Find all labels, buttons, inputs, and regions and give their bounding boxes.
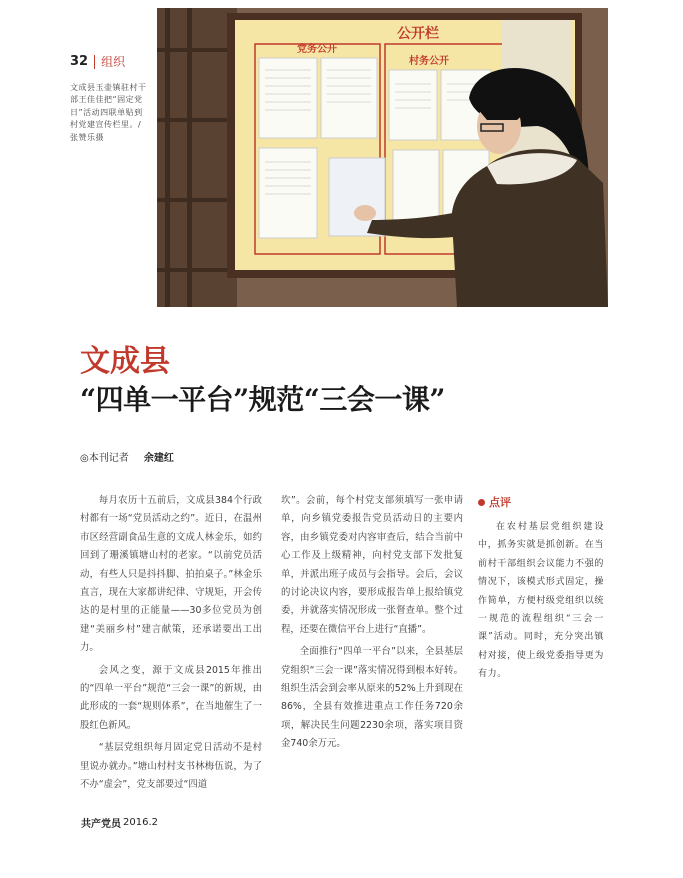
issue-number: 2016.2 — [123, 817, 158, 828]
paragraph: 坎”。会前，每个村党支部须填写一张申请单，向乡镇党委报告党员活动日的主要内容，由乡镇党委对内容审查后，结合当前中心工作及上级精神，向村党支部下发批复单，并派出班子成员与会指导。会后，会议的讨论决议内容，要形成报告单上报给镇党委，并就落实情况形成一张督查单。整个过程，还要在微信平台上进行“直播”。 — [281, 495, 463, 635]
photo-illustration — [157, 8, 608, 307]
section-label: 组织 — [101, 55, 126, 69]
article-photo — [157, 8, 608, 307]
article-title-main: 文成县 — [80, 344, 170, 379]
byline — [80, 449, 174, 464]
paragraph: 每月农历十五前后，文成县384个行政村都有一场“党员活动之约”。近日，在温州市区经营副食品生意的文成人林金乐，如约回到了珊溪镇塘山村的老家。“以前党员活动，有些人只是抖抖脚、拍拍桌子。”林金乐直言，现在大家都讲纪律、守规矩，开会传达的是村里的正能量——30多位党员为创建“美丽乡村”建言献策，还承诺要出工出力。 — [80, 495, 262, 654]
article-column-1 — [80, 492, 262, 799]
sign-main-label: 公开栏 — [397, 26, 439, 42]
byline-prefix: ◎本刊记者 — [80, 453, 129, 464]
commentary-heading-text: 点评 — [489, 496, 511, 509]
paragraph: 会风之变，源于文成县2015年推出的“四单一平台”规范“三会一课”的新规，由此形成的一套“规则体系”，在当地催生了一股红色新风。 — [80, 664, 262, 731]
magazine-logo: 共产党员 — [81, 819, 121, 830]
commentary-box — [478, 494, 604, 684]
commentary-heading — [478, 494, 604, 510]
author-name: 余建红 — [143, 453, 174, 464]
page-number-block — [70, 53, 125, 70]
article-column-2 — [281, 492, 463, 758]
bullet-dot-icon — [478, 499, 485, 506]
divider — [94, 55, 95, 69]
sign-left-label: 党务公开 — [297, 44, 337, 55]
paragraph: “基层党组织每月固定党日活动不是村里说办就办。”塘山村村支书林梅伍说，为了不办“虚会”，党支部要过“四道 — [80, 742, 262, 791]
footer — [81, 815, 158, 830]
commentary-text: 在农村基层党组织建设中，抓务实就是抓创新。在当前村干部组织会议能力不强的情况下，该模式形式固定，操作简单，方便村级党组织以统一规范的流程组织“三会一课”活动。同时，充分突出镇村对接，使上级党委指导更为有力。 — [478, 522, 604, 680]
page-number: 32 — [70, 54, 89, 69]
sign-right-label: 村务公开 — [409, 56, 449, 67]
paragraph: 全面推行“四单一平台”以来，全县基层党组织“三会一课”落实情况得到根本好转。组织生活会到会率从原来的52%上升到现在86%，全县有效推进重点工作任务720余项，解决民生问题2230余项，落实项目资金740余万元。 — [281, 646, 463, 750]
article-title-sub: “四单一平台”规范“三会一课” — [80, 383, 445, 416]
photo-caption: 文成县玉壶镇驻村干部王佳佳把“固定党日”活动四联单贴到村党建宣传栏里。/张赞乐摄 — [70, 83, 147, 142]
